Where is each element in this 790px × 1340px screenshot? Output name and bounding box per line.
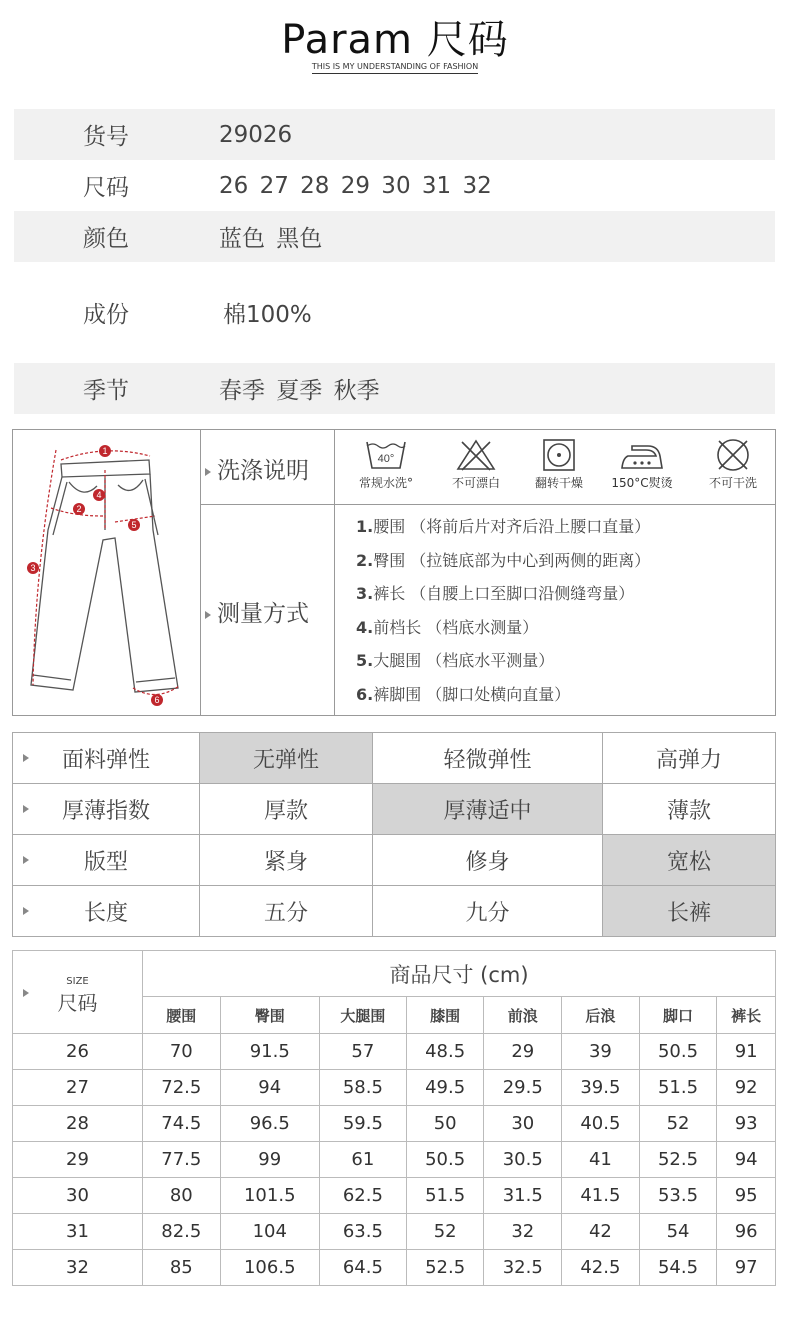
measurement-cell: 30.5 (484, 1142, 562, 1178)
list-item: 5.大腿围 （档底水平测量） (356, 651, 555, 670)
info-row-season (14, 363, 775, 414)
list-item: 4.前档长 （档底水测量） (356, 617, 539, 637)
measurement-cell: 63.5 (319, 1214, 406, 1250)
attr-option: 九分 (373, 886, 603, 937)
measurement-cell: 80 (143, 1178, 221, 1214)
measurement-cell: 29.5 (484, 1070, 562, 1106)
attr-name: 长度 (13, 886, 200, 937)
info-value: 棉100% (223, 302, 312, 328)
size-group-header: 商品尺寸 (cm) (143, 951, 776, 997)
size-cell: 32 (13, 1250, 143, 1286)
attr-name: 版型 (13, 835, 200, 886)
size-corner-header: SIZE 尺码 (13, 951, 143, 1034)
info-row-item-number (14, 109, 775, 160)
svg-text:1: 1 (102, 446, 108, 456)
measurement-cell: 59.5 (319, 1106, 406, 1142)
measurement-cell: 82.5 (143, 1214, 221, 1250)
measurement-cell: 30 (484, 1106, 562, 1142)
column-header: 前浪 (484, 997, 562, 1034)
measurement-cell: 74.5 (143, 1106, 221, 1142)
attr-name: 面料弹性 (13, 733, 200, 784)
wash-icon-item: 翻转干燥 (516, 438, 602, 491)
measurement-cell: 42.5 (562, 1250, 640, 1286)
attr-name: 厚薄指数 (13, 784, 200, 835)
measurement-cell: 32.5 (484, 1250, 562, 1286)
column-header: 膝围 (406, 997, 484, 1034)
table-row (13, 1250, 776, 1286)
measurement-cell: 64.5 (319, 1250, 406, 1286)
size-cell: 31 (13, 1214, 143, 1250)
table-row (13, 1070, 776, 1106)
column-header: 大腿围 (319, 997, 406, 1034)
measurement-cell: 96.5 (220, 1106, 319, 1142)
measurement-cell: 51.5 (406, 1178, 484, 1214)
measurement-cell: 96 (717, 1214, 776, 1250)
measurement-cell: 54.5 (639, 1250, 717, 1286)
measurement-cell: 52.5 (406, 1250, 484, 1286)
size-cell: 28 (13, 1106, 143, 1142)
column-header: 脚口 (639, 997, 717, 1034)
measurement-cell: 52 (406, 1214, 484, 1250)
table-row (13, 733, 776, 784)
measurement-cell: 53.5 (639, 1178, 717, 1214)
attr-option: 厚款 (200, 784, 373, 835)
measurement-cell: 50.5 (639, 1034, 717, 1070)
measurement-cell: 57 (319, 1034, 406, 1070)
measurement-cell: 31.5 (484, 1178, 562, 1214)
table-row (13, 835, 776, 886)
measurement-cell: 91.5 (220, 1034, 319, 1070)
info-value: 26 27 28 29 30 31 32 (219, 172, 492, 199)
table-row (13, 1214, 776, 1250)
measurement-cell: 58.5 (319, 1070, 406, 1106)
column-header: 腰围 (143, 997, 221, 1034)
attr-option: 薄款 (602, 784, 775, 835)
size-cell: 30 (13, 1178, 143, 1214)
table-header-row (13, 951, 776, 997)
measurement-cell: 94 (220, 1070, 319, 1106)
svg-text:2: 2 (76, 504, 82, 514)
measurement-list (356, 510, 650, 711)
wash-icon-item: 不可漂白 (433, 438, 519, 491)
attribute-table (12, 732, 776, 937)
size-cell: 27 (13, 1070, 143, 1106)
attr-option: 宽松 (602, 835, 775, 886)
column-header: 后浪 (562, 997, 640, 1034)
svg-text:3: 3 (30, 563, 36, 573)
svg-text:4: 4 (96, 490, 102, 500)
care-measure-panel (12, 429, 776, 716)
measurement-cell: 52.5 (639, 1142, 717, 1178)
no-bleach-icon (454, 438, 498, 472)
measurement-cell: 42 (562, 1214, 640, 1250)
measurement-cell: 41 (562, 1142, 640, 1178)
info-label: 尺码 (83, 175, 129, 201)
measurement-cell: 41.5 (562, 1178, 640, 1214)
measurement-cell: 101.5 (220, 1178, 319, 1214)
column-header: 裤长 (717, 997, 776, 1034)
measurement-cell: 61 (319, 1142, 406, 1178)
table-row (13, 886, 776, 937)
measurement-cell: 99 (220, 1142, 319, 1178)
attr-option: 五分 (200, 886, 373, 937)
attr-option: 紧身 (200, 835, 373, 886)
iron-icon (618, 438, 666, 472)
measurement-cell: 62.5 (319, 1178, 406, 1214)
column-header: 臀围 (220, 997, 319, 1034)
measurement-cell: 50.5 (406, 1142, 484, 1178)
info-label: 货号 (83, 124, 129, 150)
measurement-cell: 29 (484, 1034, 562, 1070)
table-row (13, 1034, 776, 1070)
table-row (13, 784, 776, 835)
svg-text:5: 5 (131, 520, 137, 530)
no-dry-clean-icon (711, 438, 755, 472)
measurement-cell: 97 (717, 1250, 776, 1286)
tumble-dry-icon (537, 438, 581, 472)
attr-option: 修身 (373, 835, 603, 886)
measurement-cell: 70 (143, 1034, 221, 1070)
list-item: 1.腰围 （将前后片对齐后沿上腰口直量） (356, 517, 651, 536)
info-row-material (14, 262, 775, 363)
pants-diagram (13, 430, 200, 717)
measurement-cell: 92 (717, 1070, 776, 1106)
info-label: 季节 (83, 378, 129, 404)
wash-instructions-heading: 洗涤说明 (205, 452, 309, 485)
measurement-cell: 72.5 (143, 1070, 221, 1106)
measurement-cell: 106.5 (220, 1250, 319, 1286)
list-item: 2.臀围 （拉链底部为中心到两侧的距离） (356, 550, 651, 570)
info-value: 蓝色 黑色 (219, 226, 323, 252)
info-value: 春季 夏季 秋季 (219, 378, 380, 404)
table-row (13, 1178, 776, 1214)
page-title: Param 尺码 (281, 17, 509, 63)
measurement-cell: 91 (717, 1034, 776, 1070)
measurement-cell: 93 (717, 1106, 776, 1142)
measurement-cell: 32 (484, 1214, 562, 1250)
measurement-cell: 95 (717, 1178, 776, 1214)
info-label: 成份 (83, 302, 129, 328)
measurement-cell: 39.5 (562, 1070, 640, 1106)
measurement-cell: 39 (562, 1034, 640, 1070)
wash-icon-item: 150°C熨烫 (599, 438, 685, 491)
attr-option: 无弹性 (200, 733, 373, 784)
info-row-color (14, 211, 775, 262)
info-label: 颜色 (83, 226, 129, 252)
attr-option: 轻微弹性 (373, 733, 603, 784)
wash-icon-item: 40° 常规水洗° (343, 438, 429, 491)
measurement-cell: 54 (639, 1214, 717, 1250)
attr-option: 长裤 (602, 886, 775, 937)
size-table (12, 950, 776, 1286)
list-item: 3.裤长 （自腰上口至脚口沿侧缝弯量） (356, 584, 635, 603)
measurement-cell: 40.5 (562, 1106, 640, 1142)
measurement-cell: 104 (220, 1214, 319, 1250)
measurement-cell: 48.5 (406, 1034, 484, 1070)
list-item: 6.裤脚围 （脚口处横向直量） (356, 684, 571, 704)
attr-option: 高弹力 (602, 733, 775, 784)
measurement-cell: 77.5 (143, 1142, 221, 1178)
attr-option: 厚薄适中 (373, 784, 603, 835)
size-cell: 29 (13, 1142, 143, 1178)
measurement-cell: 49.5 (406, 1070, 484, 1106)
measurement-cell: 50 (406, 1106, 484, 1142)
info-value: 29026 (219, 121, 293, 148)
svg-text:6: 6 (154, 695, 160, 705)
measurement-cell: 85 (143, 1250, 221, 1286)
table-row (13, 1106, 776, 1142)
measurement-cell: 94 (717, 1142, 776, 1178)
measurement-cell: 52 (639, 1106, 717, 1142)
wash-icon-item: 不可干洗 (690, 438, 776, 491)
table-row (13, 1142, 776, 1178)
svg-text:40°: 40° (377, 453, 395, 465)
size-cell: 26 (13, 1034, 143, 1070)
page-subtitle: THIS IS MY UNDERSTANDING OF FASHION (0, 62, 790, 74)
measure-method-heading: 测量方式 (205, 595, 309, 628)
wash-40-icon (364, 438, 408, 472)
info-row-size (14, 160, 775, 211)
measurement-cell: 51.5 (639, 1070, 717, 1106)
